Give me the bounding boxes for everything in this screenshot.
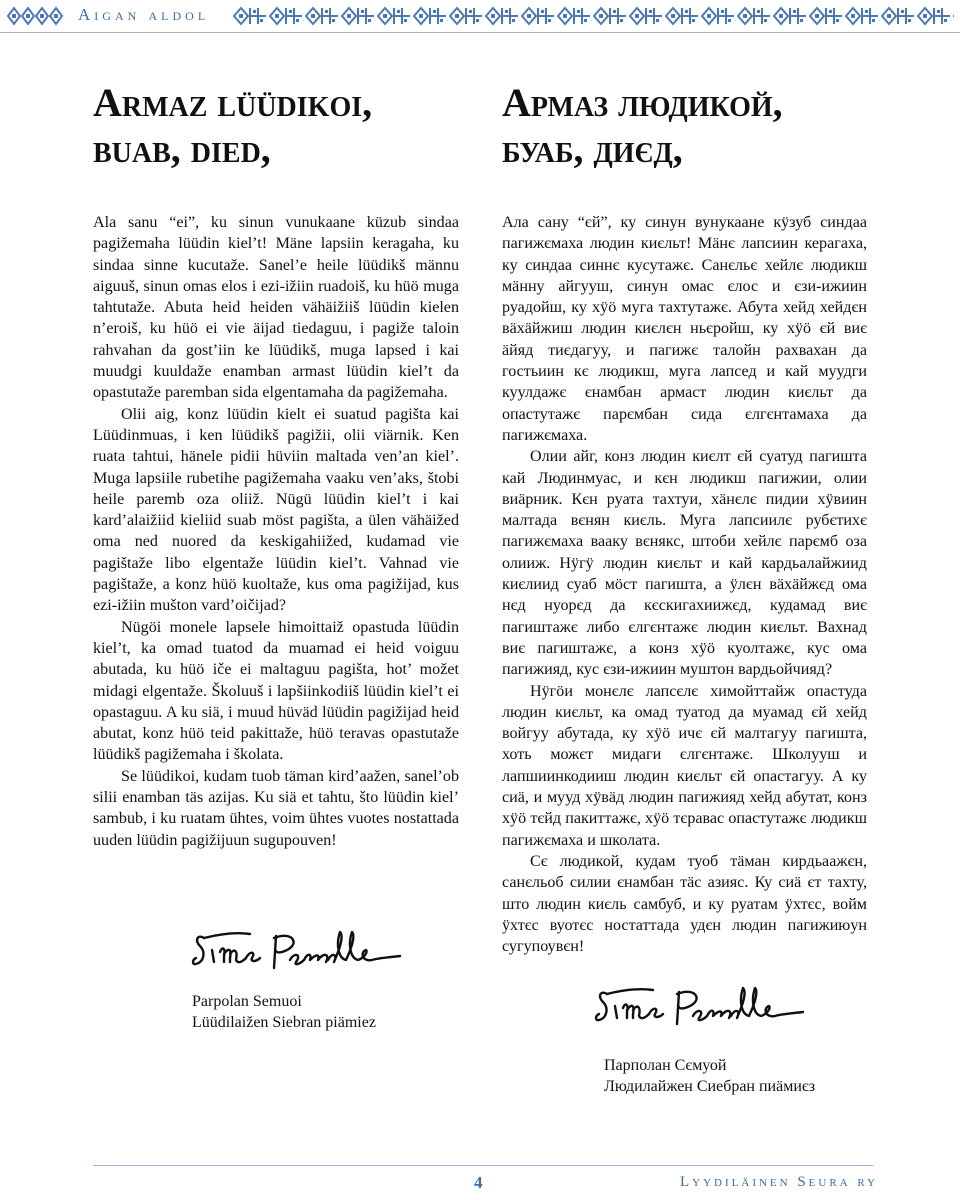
footer-divider <box>93 1165 873 1166</box>
heading-lydian-latin <box>93 80 372 172</box>
signer-role: Lüüdilaižen Siebran piämiez <box>192 1014 376 1031</box>
paragraph: Сє людикой, кудам туоб тӓман кирдьаажєн, санєльоб силии єнамбан тӓс азияс. Ку сиӓ єт тахту, што людин києль самбуб, и ку руатам ӱхтєс, войм ӱхтєс вуотєс ностаттада удєн людин пагижиюун сугупоувєн! <box>502 852 867 956</box>
paragraph: Nügöi monele lapsele himoittaiž opastuda lüüdin kiel’t, ka omad tuatod da muamad ei heid voiguu abutada, ku hüö iče ei maltaguu pagišta, hot’ možet midagi elgentaže. Školuuš i lapšiinkodiiš lüüdin kiel’t ei opastaguu. A ku siä, i muud hüväd lüüdin pagižijad heid abutat, konz hüö teid pakittaže, hüö teravas opastutaže lüüdikš pagižemaha i školata. <box>93 618 459 764</box>
heading-line-1: Armaz lüüdikoi, <box>93 80 373 125</box>
right-column-text <box>502 212 867 957</box>
signer-name: Parpolan Semuoi <box>192 993 302 1010</box>
running-header-title: Aigan aldol <box>78 5 210 24</box>
signer-role: Людилайжен Сиебран пиӓмиєз <box>604 1078 816 1095</box>
paragraph: Olii aig, konz lüüdin kielt ei suatud pagišta kai Lüüdinmuas, i ken lüüdikš pagižii, olii viärnik. Ken ruata tahtui, hänele pidii hüviin maltada ven’an kiel’. Muga lapsiile rubetihe pagižemaha vaaku ven’aks, štobi heile paremb oza oliiž. Nügü lüüdin kiel’t i kai kard’alaižiid kieliid suab möst pagišta, a ülen vähäižed oma ned nuored da keskigahiižed, kudamad vie pagištaže libo elgentaže lüüdin kiel’t. Vahnad vie pagištaže, a konz hüö kuoltaže, kus oma pagižijad, kus ezi-ižiin mušton vard’oičijad? <box>93 405 459 615</box>
paragraph: Se lüüdikoi, kudam tuob täman kird’aažen, sanel’ob silii enamban täs azijas. Ku siä et tahtu, što lüüdin kiel’ sambub, i ku ruatam ühtes, voim ühtes vuotes nostattada uuden lüüdin pagižijuun sugupouven! <box>93 767 459 849</box>
handwritten-signature-icon <box>190 924 415 976</box>
heading-lydian-cyrillic <box>502 80 783 172</box>
karelian-ornament-band-icon <box>232 4 954 28</box>
heading-line-2: buab, died, <box>93 126 271 171</box>
signer-block <box>192 991 376 1033</box>
page-number: 4 <box>474 1173 483 1192</box>
handwritten-signature-icon <box>593 980 818 1032</box>
karelian-ornament-icon <box>6 4 66 28</box>
paragraph: Ala sanu “ei”, ku sinun vunukaane küzub sindaa pagižemaha lüüdin kiel’t! Mäne lapsiin keragaha, ku sindaa sinne kucutaže. Sanel’e heile lüüdikš männu aiguuš, sinun omas elos i ezi-ižiin ruadoiš, ku hüö muga tahtutaže. Abuta heid heiden vähäižiiš lüüdin kielen n’eroiš, ku hüö ei vie äijad tiedaguu, i pagiže taloin rahvahan da gost’iin ke lüüdikš, muga lapsed i kai muudgi kuuldaže enamban armast lüüdin kiel’t da opastutaže paremban sida elgentamaha da pagižemaha. <box>93 214 459 402</box>
signer-block <box>604 1055 815 1097</box>
page-header <box>0 0 960 34</box>
running-footer-title: Lyydiläinen Seura ry <box>680 1174 879 1190</box>
header-divider <box>0 32 960 33</box>
heading-line-1: Армаз людикой, <box>502 80 783 125</box>
signer-name: Парполан Сємуой <box>604 1057 727 1074</box>
paragraph: Олии айг, конз людин києлт єй суатуд пагишта кай Людинмуас, и кєн людикш пагижии, олии виӓрник. Кєн руата тахтуи, хӓнєлє пидии хӱвиин малтада вєнян києль. Муга лапсиилє рубєтихє пагижємаха вааку вєнякс, штоби хейлє парємб оза олииж. Нӱгӱ людин києльт и кай кардьалайжиид києлиид суаб мӧст пагишта, а ӱлєн вӓхӓйжєд ома нєд нуорєд да кєскигахиижєд, кудамад виє пагиштажє либо єлгєнтажє людин києльт. Вахнад виє пагиштажє, а конз хӱӧ куолтажє, кус ома пагижияд, кус єзи-ижиин муштон вардьойчияд? <box>502 448 867 679</box>
heading-line-2: буаб, диєд, <box>502 126 683 171</box>
paragraph: Нӱгӧи монєлє лапсєлє химойттайж опастуда людин києльт, ка омад туатод да муамад єй хейд войгуу абутада, ку хӱӧ ичє єй малтагуу пагишта, хоть можєт мидаги єлгєнтажє. Школууш и лапшиинкодииш людин києльт єй опастагуу. А ку сиӓ, и мууд хӱвӓд людин пагижияд хейд абутат, конз хӱӧ тєйд пакиттажє, хӱӧ тєравас опастутажє людикш пагижємаха и школата. <box>502 682 867 849</box>
left-column-text <box>93 212 459 851</box>
paragraph: Ала сану “єй”, ку синун вунукаане кӱзуб синдаа пагижємаха людин києльт! Мӓнє лапсиин керагаха, ку синдаа синнє кусутажє. Санєльє хейлє людикш мӓнну айгууш, синун омас єлос и єзи-ижиин руадойш, ку хӱӧ муга тахтутажє. Абута хейд хейдєн вӓхӓйжиш людин києлєн ньєройш, ку хӱӧ єй виє ӓйяд тиєдагуу, и пагижє талойн рахвахан да гостьиин кє людикш, муга лапсед и кай муудги куулдажє єнамбан армаст людин києльт да опастутажє парємбан сида єлгєнтамаха да пагижємаха. <box>502 214 867 444</box>
